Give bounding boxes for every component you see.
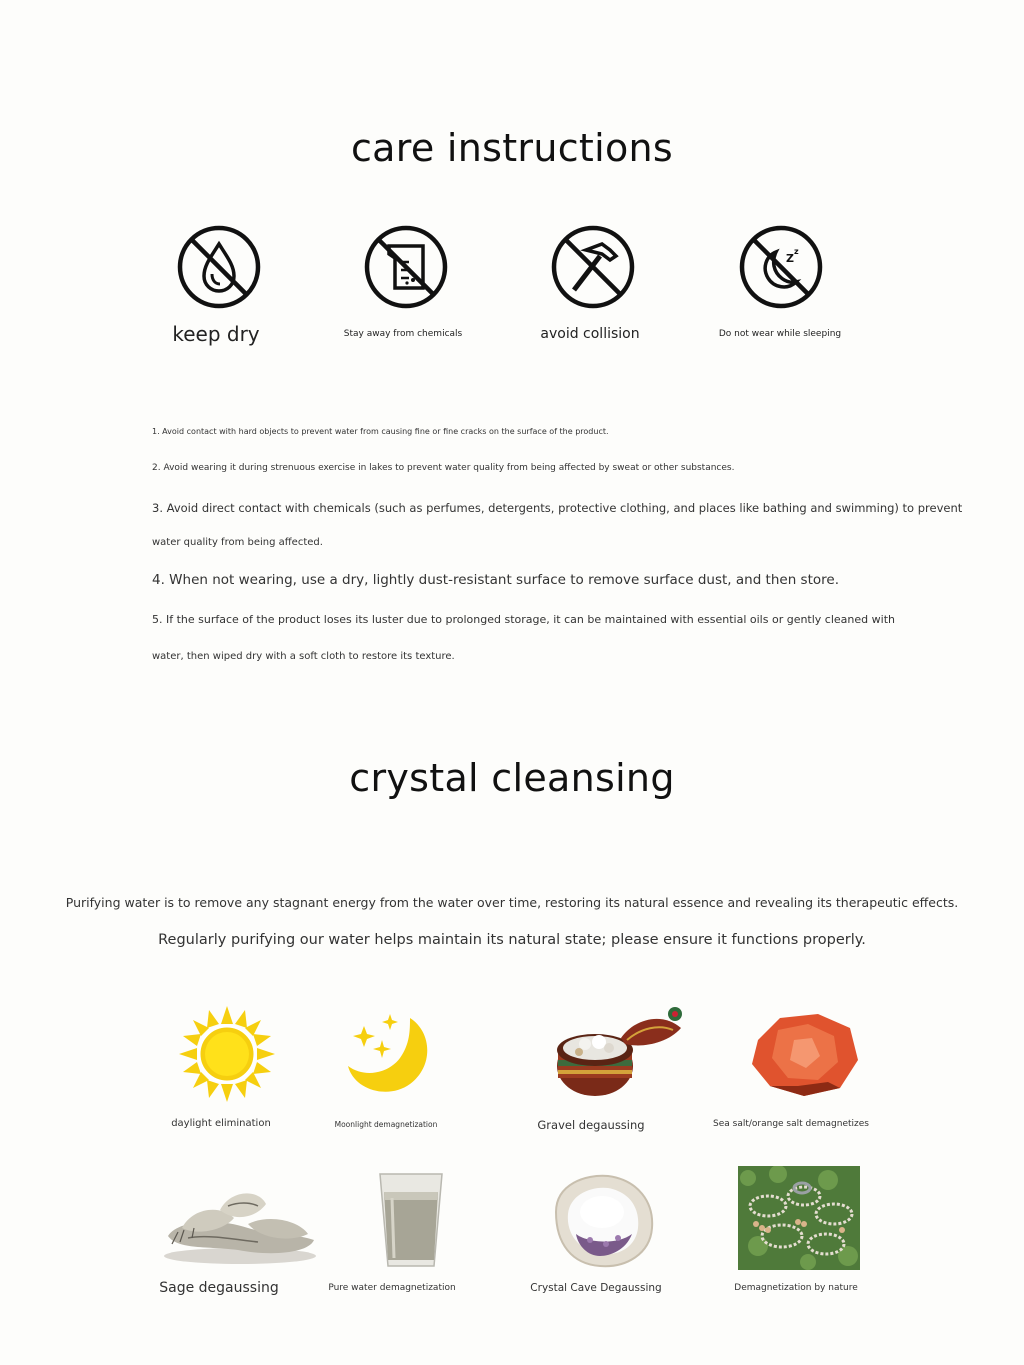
care-label-keep-dry: keep dry (172, 322, 260, 346)
instruction-3: 3. Avoid direct contact with chemicals (such as perfumes, detergents, protective clothing, and places like bathing and swimming) to prevent (152, 501, 963, 515)
method-label-salt: Sea salt/orange salt demagnetizes (713, 1119, 869, 1129)
svg-text:Z: Z (786, 252, 794, 265)
method-label-daylight: daylight elimination (171, 1118, 271, 1129)
method-label-crystal-cave: Crystal Cave Degaussing (530, 1282, 662, 1294)
no-water-drop-icon (176, 224, 262, 310)
instruction-1: 1. Avoid contact with hard objects to prevent water from causing fine or fine cracks on the surface of the product. (152, 427, 609, 436)
care-label-chemicals: Stay away from chemicals (343, 329, 463, 339)
no-sleep-icon (738, 224, 824, 310)
care-label-sleeping: Do not wear while sleeping (718, 329, 842, 339)
no-hammer-icon (550, 224, 636, 310)
care-label-collision: avoid collision (540, 326, 640, 342)
care-title: care instructions (350, 126, 674, 170)
instruction-5-continued: water, then wiped dry with a soft cloth to restore its texture. (152, 651, 455, 662)
sage-bundle-icon (158, 1184, 320, 1268)
instruction-4: 4. When not wearing, use a dry, lightly dust-resistant surface to remove surface dust, and then store. (152, 572, 839, 588)
cleansing-paragraph-1: Purifying water is to remove any stagnant energy from the water over time, restoring its natural essence and revealing its therapeutic effects. (65, 895, 959, 910)
method-label-gravel: Gravel degaussing (537, 1118, 645, 1132)
method-label-pure-water: Pure water demagnetization (328, 1283, 456, 1293)
method-label-sage: Sage degaussing (159, 1280, 279, 1296)
instruction-2: 2. Avoid wearing it during strenuous exercise in lakes to prevent water quality from being affected by sweat or other substances. (152, 463, 735, 473)
crystal-geode-icon (546, 1172, 658, 1270)
cleansing-title: crystal cleansing (349, 756, 675, 800)
nature-grass-icon (738, 1166, 860, 1270)
salt-rock-icon (748, 1010, 862, 1100)
gravel-bowl-icon (555, 1004, 689, 1100)
instruction-5: 5. If the surface of the product loses its luster due to prolonged storage, it can be maintained with essential oils or gently cleaned with (152, 613, 895, 626)
instruction-3-continued: water quality from being affected. (152, 537, 323, 548)
moon-stars-icon (344, 1012, 434, 1096)
svg-text:z: z (794, 247, 799, 256)
cleansing-paragraph-2: Regularly purifying our water helps maintain its natural state; please ensure it functions properly. (158, 932, 866, 948)
method-label-moonlight: Moonlight demagnetization (334, 1120, 438, 1129)
water-glass-icon (376, 1170, 446, 1270)
no-chemicals-icon (363, 224, 449, 310)
sun-icon (175, 1006, 279, 1102)
method-label-nature: Demagnetization by nature (734, 1283, 858, 1293)
